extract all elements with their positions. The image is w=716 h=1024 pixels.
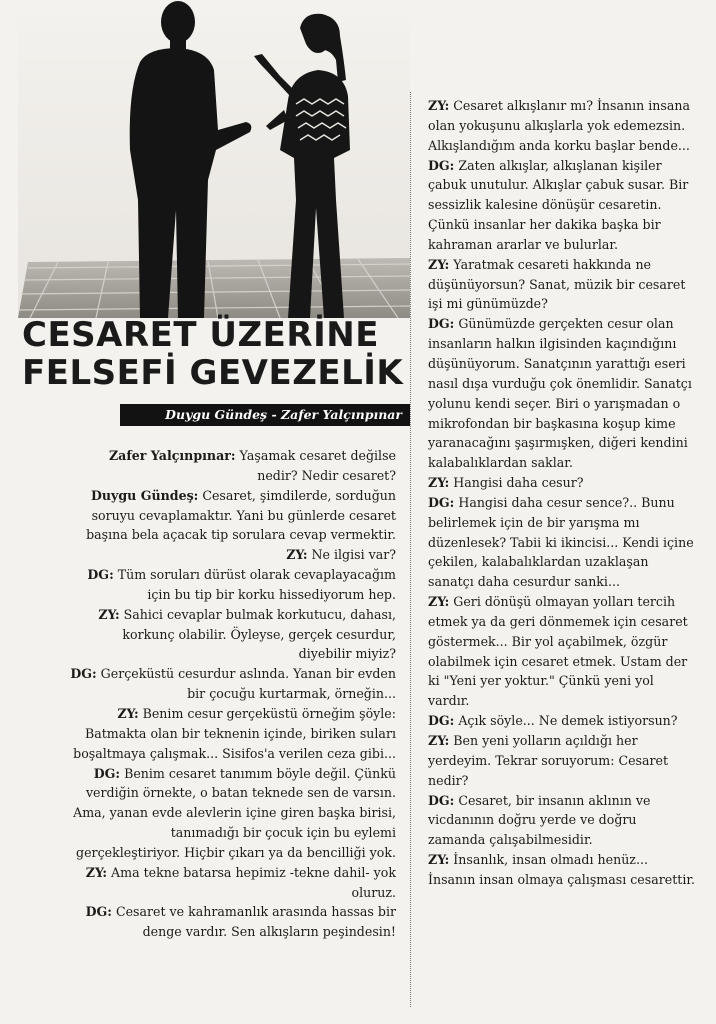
dialogue-line bbox=[428, 156, 696, 255]
speaker: ZY: bbox=[428, 733, 450, 748]
dialogue-line bbox=[70, 545, 396, 565]
speaker: DG: bbox=[428, 316, 455, 332]
speaker: DG: bbox=[85, 904, 112, 920]
dialogue-line bbox=[428, 473, 696, 493]
two-people-silhouette-icon bbox=[18, 0, 410, 318]
utterance: Cesaret, şimdilerde, sorduğun soruyu cevaplamaktır. Yani bu günlerde cesaret başına bela açacak tip sorulara cevap vermektir. bbox=[86, 487, 396, 543]
dialogue-line bbox=[70, 486, 396, 546]
column-divider bbox=[410, 92, 411, 1007]
speaker: ZY: bbox=[428, 98, 450, 113]
utterance: Tüm soruları dürüst olarak cevaplayacağım için bu tip bir korku hissediyorum hep. bbox=[113, 567, 396, 602]
dialogue-line bbox=[428, 592, 696, 711]
speaker: ZY: bbox=[428, 256, 450, 272]
dialogue-line bbox=[70, 704, 396, 764]
dialogue-line bbox=[70, 863, 396, 903]
dialogue-line bbox=[70, 446, 396, 486]
utterance: Cesaret, bir insanın aklının ve vicdanının doğru yerde ve doğru zamanda çalışabilmesidir. bbox=[428, 792, 651, 848]
utterance: Geri dönüşü olmayan yolları tercih etmek ya da geri dönmemek için cesaret göstermek... Bir yol açabilmek, özgür olabilmek için cesaret etmek. Ustam der ki "Yeni yer yoktur." Çünkü yeni yol vardır. bbox=[428, 594, 688, 709]
utterance: Yaratmak cesareti hakkında ne düşünüyorsun? Sanat, müzik bir cesaret işi mi günümüzde? bbox=[428, 256, 686, 312]
dialogue-line bbox=[70, 764, 396, 863]
utterance: Cesaret ve kahramanlık arasında hassas bir denge vardır. Sen alkışların peşindesin! bbox=[111, 904, 396, 940]
speaker: ZY: bbox=[428, 852, 450, 868]
title-line-1: CESARET ÜZERİNE bbox=[22, 315, 379, 355]
utterance: Benim cesur gerçeküstü örneğim şöyle: Batmakta olan bir teknenin içinde, biriken suları boşaltmaya çalışmak... Sisifos'a verilen ceza gibi... bbox=[73, 705, 396, 761]
hero-illustration bbox=[18, 0, 410, 318]
utterance: Ama tekne batarsa hepimiz -tekne dahil- yok oluruz. bbox=[107, 864, 396, 900]
utterance: Benim cesaret tanımım böyle değil. Çünkü verdiğin örnekte, o batan teknede sen de varsın. Ama, yanan evde alevlerin içine giren başka birisi, tanımadığı bir çocuk için bu eylemi gerçekleştiriyor. Hiçbir çıkarı ya da bencilliği yok. bbox=[73, 765, 396, 860]
dialogue-line bbox=[428, 711, 696, 731]
speaker: ZY: bbox=[428, 594, 450, 610]
utterance: Gerçeküstü cesurdur aslında. Yanan bir evden bir çocuğu kurtarmak, örneğin... bbox=[96, 666, 396, 702]
article-title bbox=[22, 316, 402, 392]
utterance: Ne ilgisi var? bbox=[307, 547, 396, 563]
dialogue-line bbox=[428, 493, 696, 592]
dialogue-line bbox=[428, 791, 696, 851]
speaker: DG: bbox=[70, 666, 97, 682]
utterance: Ben yeni yolların açıldığı her yerdeyim. Tekrar soruyorum: Cesaret nedir? bbox=[428, 733, 669, 788]
speaker: DG: bbox=[87, 567, 114, 583]
utterance: Sahici cevaplar bulmak korkutucu, dahası, korkunç olabilir. Öyleyse, gerçek cesurdur, diyebilir miyiz? bbox=[119, 606, 396, 662]
dialogue-line bbox=[70, 664, 396, 704]
utterance: Yaşamak cesaret değilse nedir? Nedir cesaret? bbox=[235, 448, 396, 483]
dialogue-line bbox=[428, 731, 696, 791]
dialogue-line bbox=[70, 605, 396, 665]
speaker: DG: bbox=[428, 157, 455, 173]
dialogue-line bbox=[428, 96, 696, 156]
speaker: ZY: bbox=[286, 547, 308, 563]
dialogue-line bbox=[428, 314, 696, 473]
speaker: ZY: bbox=[85, 864, 108, 880]
utterance: Günümüzde gerçekten cesur olan insanların halkın ilgisinden kaçındığını düşünüyorum. Sanatçının yarattığı eseri nasıl dışa vurduğu çok önemlidir. Sanatçı yolunu kendi seçer. Biri o yarışmadan o mikrofondan bir başkasına koşup kime yaranacağını şaşırmışken, diğeri kendini kalabalıklardan saklar. bbox=[428, 316, 692, 471]
utterance: Cesaret alkışlanır mı? İnsanın insana olan yokuşunu alkışlarla yok edemezsin. Alkışlandığım anda korku başlar bende... bbox=[428, 98, 691, 153]
speaker: DG: bbox=[93, 765, 121, 781]
speaker: DG: bbox=[428, 713, 455, 729]
byline-bar: Duygu Gündeş - Zafer Yalçınpınar bbox=[120, 404, 410, 426]
speaker: Zafer Yalçınpınar: bbox=[108, 448, 236, 463]
right-column bbox=[428, 96, 696, 890]
speaker: ZY: bbox=[117, 705, 139, 721]
speaker: ZY: bbox=[428, 475, 450, 491]
utterance: Hangisi daha cesur sence?.. Bunu belirlemek için de bir yarışma mı düzenlesek? Tabii ki ikincisi... Kendi içine çekilen, kalabalıklardan uzaklaşan sanatçı daha cesurdur sanki... bbox=[428, 494, 694, 590]
dialogue-line bbox=[428, 850, 696, 890]
utterance: Hangisi daha cesur? bbox=[449, 475, 584, 491]
speaker: Duygu Gündeş: bbox=[90, 487, 199, 503]
dialogue-line bbox=[70, 902, 396, 942]
speaker: ZY: bbox=[98, 606, 120, 622]
utterance: Açık söyle... Ne demek istiyorsun? bbox=[454, 713, 678, 729]
speaker: DG: bbox=[428, 494, 455, 510]
left-column bbox=[70, 446, 396, 942]
utterance: Zaten alkışlar, alkışlanan kişiler çabuk unutulur. Alkışlar çabuk susar. Bir sessizlik kalesine dönüşür cesaretin. Çünkü insanlar her dakika başka bir kahraman ararlar ve bulurlar. bbox=[428, 157, 689, 252]
title-line-2: FELSEFİ GEVEZELİK bbox=[22, 353, 404, 393]
utterance: İnsanlık, insan olmadı henüz... İnsanın insan olmaya çalışması cesarettir. bbox=[428, 852, 695, 887]
dialogue-line bbox=[70, 565, 396, 605]
speaker: DG: bbox=[428, 792, 455, 808]
dialogue-line bbox=[428, 255, 696, 315]
